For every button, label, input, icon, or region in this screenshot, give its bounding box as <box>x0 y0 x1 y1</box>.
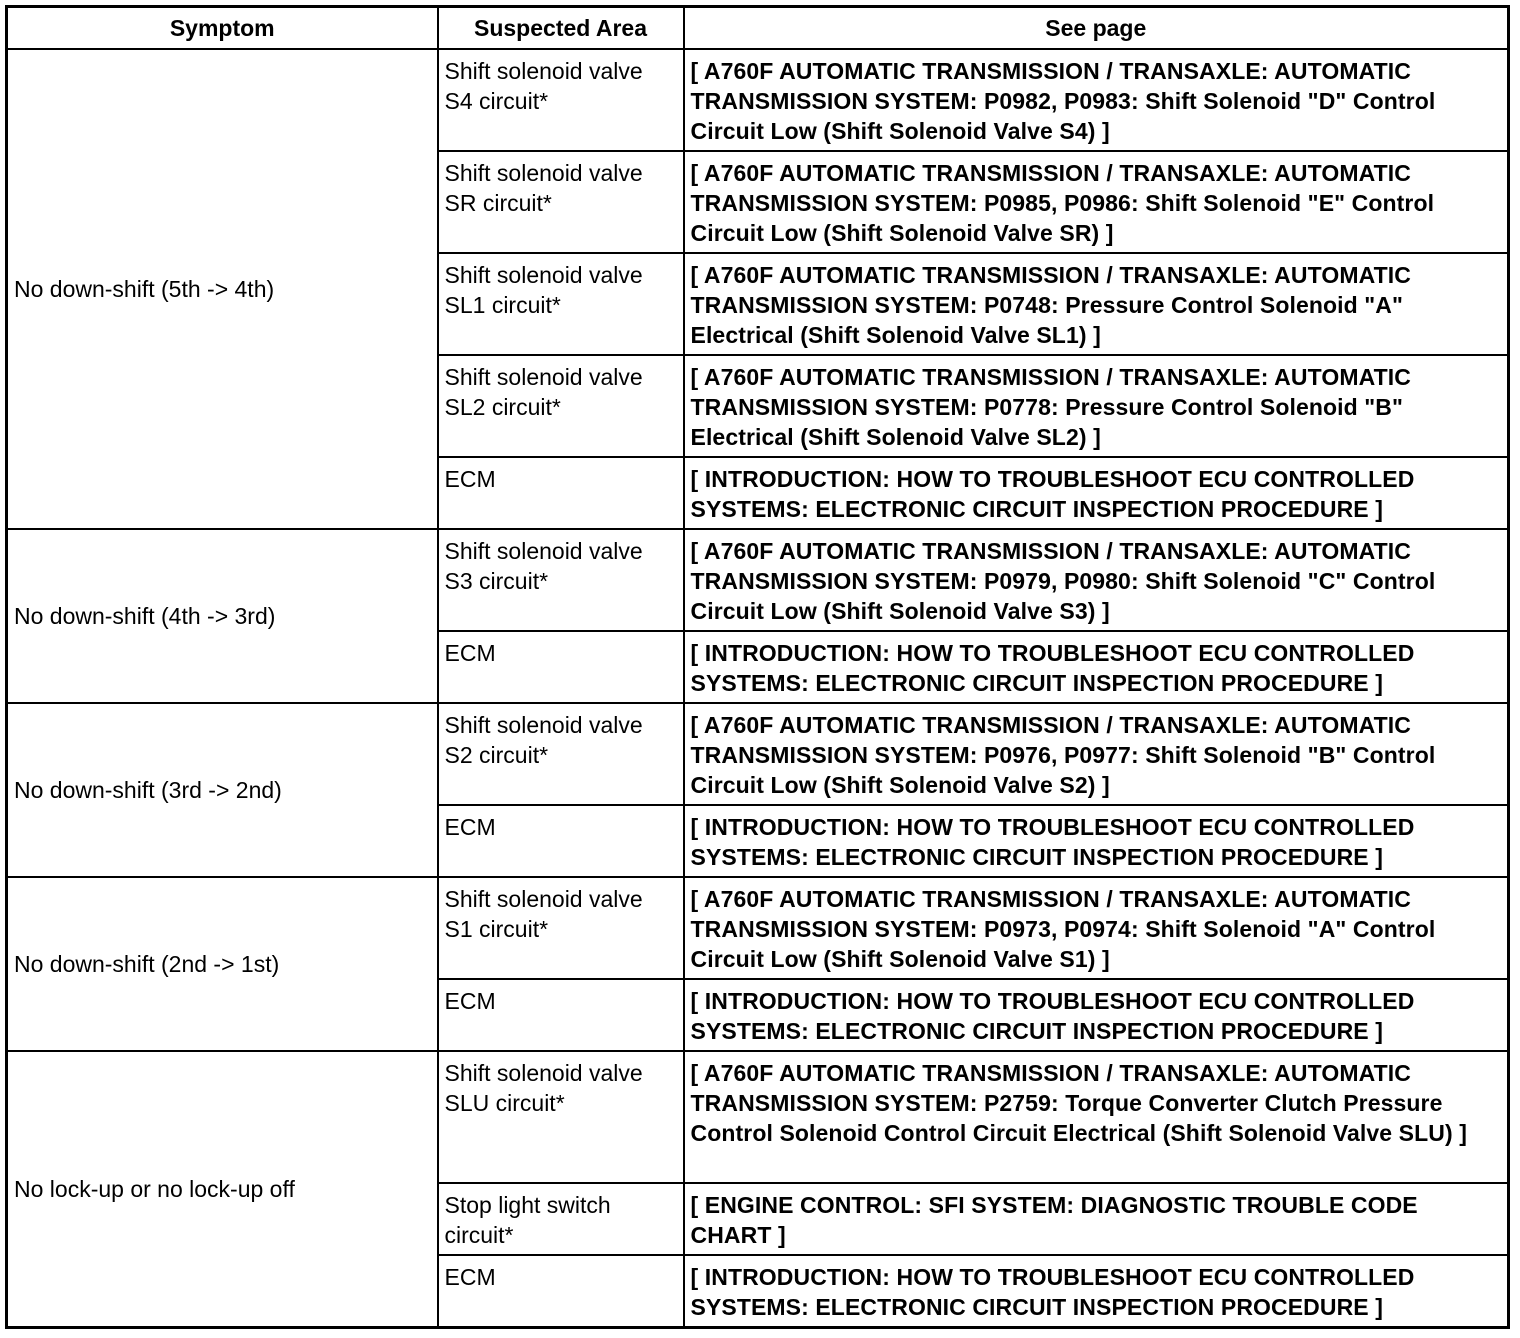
suspected-area-cell: ECM <box>438 457 684 529</box>
see-page-link[interactable]: [ INTRODUCTION: HOW TO TROUBLESHOOT ECU CONTROLLED SYSTEMS: ELECTRONIC CIRCUIT INSPECTION PROCEDURE ] <box>684 457 1509 529</box>
table-row <box>7 703 1509 805</box>
table-row <box>7 49 1509 151</box>
suspected-area-cell: Shift solenoid valve S3 circuit* <box>438 529 684 631</box>
see-page-link[interactable]: [ A760F AUTOMATIC TRANSMISSION / TRANSAXLE: AUTOMATIC TRANSMISSION SYSTEM: P0973, P0974: Shift Solenoid "A" Control Circuit Low (Shift Solenoid Valve S1) ] <box>684 877 1509 979</box>
suspected-area-cell: Shift solenoid valve S1 circuit* <box>438 877 684 979</box>
header-suspected-area: Suspected Area <box>438 7 684 50</box>
symptom-cell: No down-shift (3rd -> 2nd) <box>7 703 438 877</box>
suspected-area-cell: Shift solenoid valve S4 circuit* <box>438 49 684 151</box>
suspected-area-cell: Shift solenoid valve SL2 circuit* <box>438 355 684 457</box>
header-see-page: See page <box>684 7 1509 50</box>
see-page-link[interactable]: [ A760F AUTOMATIC TRANSMISSION / TRANSAXLE: AUTOMATIC TRANSMISSION SYSTEM: P2759: Torque Converter Clutch Pressure Control Solenoid Control Circuit Electrical (Shift Solenoid Valve SLU) ] <box>684 1051 1509 1183</box>
table-row <box>7 1051 1509 1183</box>
suspected-area-cell: Shift solenoid valve SLU circuit* <box>438 1051 684 1183</box>
see-page-link[interactable]: [ A760F AUTOMATIC TRANSMISSION / TRANSAXLE: AUTOMATIC TRANSMISSION SYSTEM: P0979, P0980: Shift Solenoid "C" Control Circuit Low (Shift Solenoid Valve S3) ] <box>684 529 1509 631</box>
symptom-cell: No down-shift (2nd -> 1st) <box>7 877 438 1051</box>
symptom-table <box>5 5 1510 1329</box>
see-page-link[interactable]: [ INTRODUCTION: HOW TO TROUBLESHOOT ECU CONTROLLED SYSTEMS: ELECTRONIC CIRCUIT INSPECTION PROCEDURE ] <box>684 805 1509 877</box>
suspected-area-cell: Shift solenoid valve SR circuit* <box>438 151 684 253</box>
suspected-area-cell: Stop light switch circuit* <box>438 1183 684 1255</box>
table-row <box>7 529 1509 631</box>
see-page-link[interactable]: [ A760F AUTOMATIC TRANSMISSION / TRANSAXLE: AUTOMATIC TRANSMISSION SYSTEM: P0748: Pressure Control Solenoid "A" Electrical (Shift Solenoid Valve SL1) ] <box>684 253 1509 355</box>
suspected-area-cell: ECM <box>438 631 684 703</box>
suspected-area-cell: Shift solenoid valve S2 circuit* <box>438 703 684 805</box>
see-page-link[interactable]: [ A760F AUTOMATIC TRANSMISSION / TRANSAXLE: AUTOMATIC TRANSMISSION SYSTEM: P0985, P0986: Shift Solenoid "E" Control Circuit Low (Shift Solenoid Valve SR) ] <box>684 151 1509 253</box>
suspected-area-cell: ECM <box>438 1255 684 1327</box>
see-page-link[interactable]: [ INTRODUCTION: HOW TO TROUBLESHOOT ECU CONTROLLED SYSTEMS: ELECTRONIC CIRCUIT INSPECTION PROCEDURE ] <box>684 979 1509 1051</box>
see-page-link[interactable]: [ A760F AUTOMATIC TRANSMISSION / TRANSAXLE: AUTOMATIC TRANSMISSION SYSTEM: P0976, P0977: Shift Solenoid "B" Control Circuit Low (Shift Solenoid Valve S2) ] <box>684 703 1509 805</box>
table-row <box>7 877 1509 979</box>
symptom-cell: No lock-up or no lock-up off <box>7 1051 438 1327</box>
suspected-area-cell: ECM <box>438 979 684 1051</box>
see-page-link[interactable]: [ INTRODUCTION: HOW TO TROUBLESHOOT ECU CONTROLLED SYSTEMS: ELECTRONIC CIRCUIT INSPECTION PROCEDURE ] <box>684 1255 1509 1327</box>
table-header-row <box>7 7 1509 50</box>
header-symptom: Symptom <box>7 7 438 50</box>
symptom-cell: No down-shift (5th -> 4th) <box>7 49 438 529</box>
see-page-link[interactable]: [ ENGINE CONTROL: SFI SYSTEM: DIAGNOSTIC TROUBLE CODE CHART ] <box>684 1183 1509 1255</box>
suspected-area-cell: Shift solenoid valve SL1 circuit* <box>438 253 684 355</box>
suspected-area-cell: ECM <box>438 805 684 877</box>
symptom-cell: No down-shift (4th -> 3rd) <box>7 529 438 703</box>
see-page-link[interactable]: [ A760F AUTOMATIC TRANSMISSION / TRANSAXLE: AUTOMATIC TRANSMISSION SYSTEM: P0778: Pressure Control Solenoid "B" Electrical (Shift Solenoid Valve SL2) ] <box>684 355 1509 457</box>
see-page-link[interactable]: [ A760F AUTOMATIC TRANSMISSION / TRANSAXLE: AUTOMATIC TRANSMISSION SYSTEM: P0982, P0983: Shift Solenoid "D" Control Circuit Low (Shift Solenoid Valve S4) ] <box>684 49 1509 151</box>
see-page-link[interactable]: [ INTRODUCTION: HOW TO TROUBLESHOOT ECU CONTROLLED SYSTEMS: ELECTRONIC CIRCUIT INSPECTION PROCEDURE ] <box>684 631 1509 703</box>
